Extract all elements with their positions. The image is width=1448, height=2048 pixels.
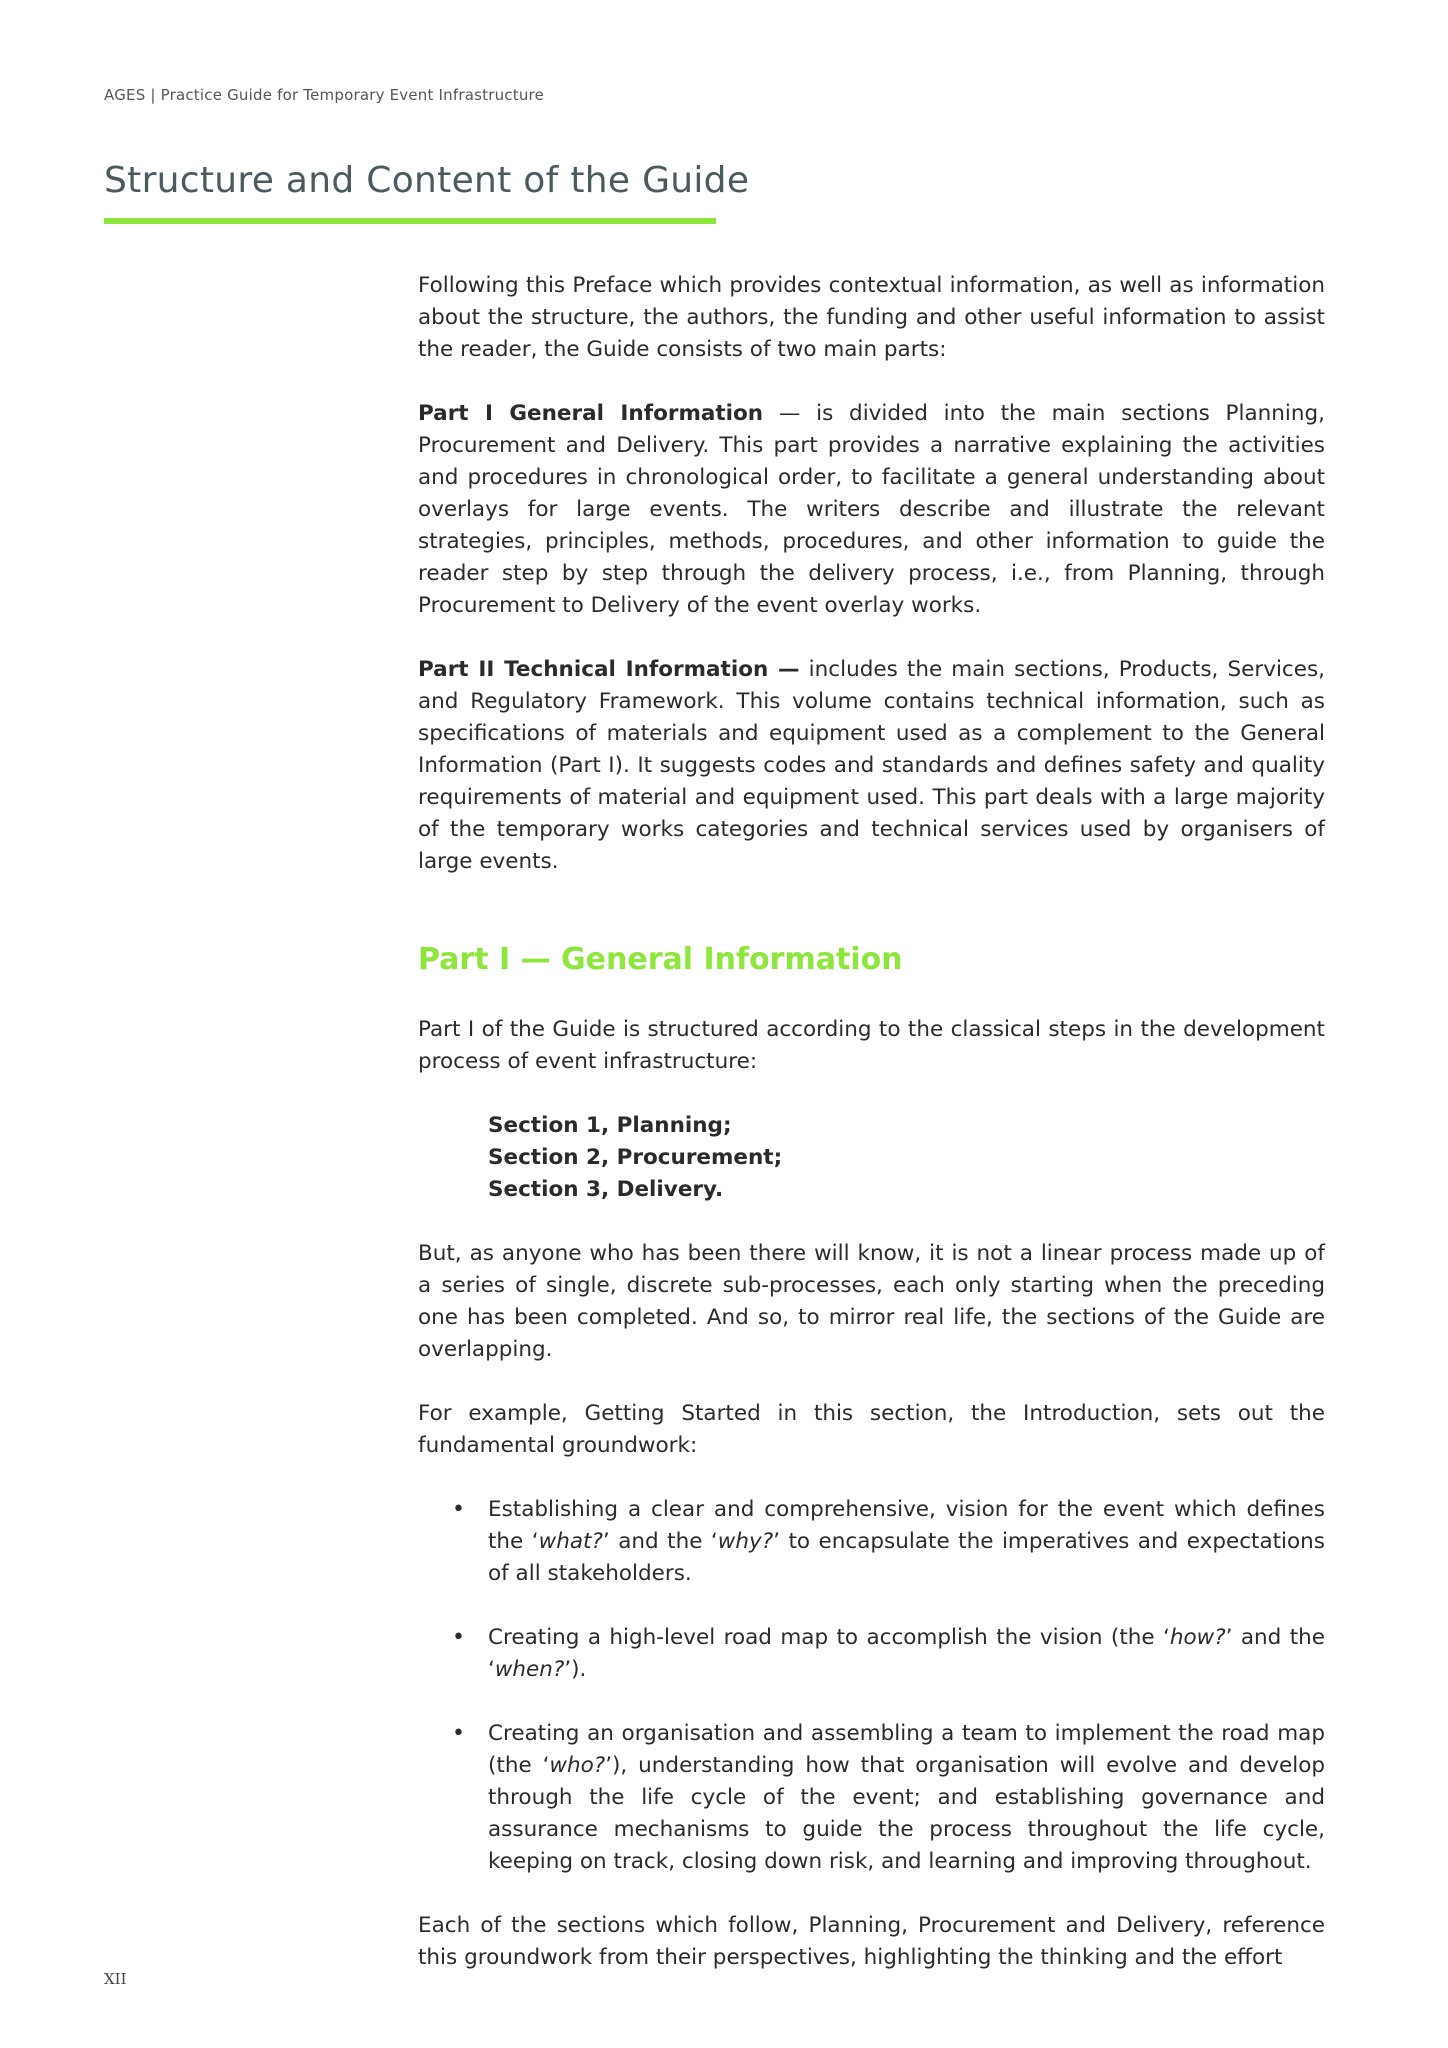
section-list-item: Section 3, Delivery. [488,1177,724,1202]
closing-paragraph: Each of the sections which follow, Planning, Procurement and Delivery, reference this groundwork from their perspectives, highlighting the thinking and the effort [418,1913,1325,1970]
bullet-text: ’ to encapsulate the imperatives and expectations of all stakeholders. [488,1529,1326,1586]
bullet-text: Creating an organisation and assembling a team to implement the road map (the ‘ [488,1721,1325,1778]
part2-summary-label: Part II Technical Information — [418,657,800,682]
part2-summary-text: includes the main sections, Products, Services, and Regulatory Framework. This volume contains technical information, such as specifications of materials and equipment used as a complement to the General Information (Part I). It suggests codes and standards and defines safety and quality requirements of material and equipment used. This part deals with a large majority of the temporary works categories and technical services used by organisers of large events. [418,657,1325,874]
bullet-icon: • [452,1625,465,1650]
section-list-item: Section 1, Planning; [488,1113,732,1138]
bullet-emphasis: how? [1169,1625,1226,1650]
bullet-emphasis: who? [549,1753,606,1778]
page-title: Structure and Content of the Guide [104,160,750,201]
title-underline [104,218,716,224]
part1-summary-text: — is divided into the main sections Planning, Procurement and Delivery. This part provides a narrative explaining the activities and procedures in chronological order, to facilitate a general understanding about overlays for large events. The writers describe and illustrate the relevant strategies, principles, methods, procedures, and other information to guide the reader step by step through the delivery process, i.e., from Planning, through Procurement to Delivery of the event overlay works. [418,401,1325,618]
bullet-text: ’ and the ‘ [488,1625,1325,1682]
bullet-icon: • [452,1721,465,1746]
bullet-icon: • [452,1497,465,1522]
bullet-text: ’ and the ‘ [602,1529,718,1554]
list-item [418,1622,1325,1686]
linear-process-paragraph: But, as anyone who has been there will know, it is not a linear process made up of a series of single, discrete sub-processes, each only starting when the preceding one has been completed. And so, to mirror real life, the sections of the Guide are overlapping. [418,1241,1325,1362]
part2-summary-paragraph [418,654,1325,878]
section-list-item: Section 2, Procurement; [488,1145,783,1170]
bullet-text: Establishing a clear and comprehensive, vision for the event which defines the ‘ [488,1497,1325,1554]
main-content [418,270,1325,2006]
page-number: XII [104,1970,127,1988]
part1-summary-label: Part I General Information [418,401,764,426]
part1-summary-paragraph [418,398,1325,622]
bullet-text: Creating a high-level road map to accomplish the vision (the ‘ [488,1625,1170,1650]
list-item [418,1494,1325,1590]
groundwork-list [418,1494,1325,1878]
bullet-text: ’). [564,1657,587,1682]
bullet-text: ’), understanding how that organisation will evolve and develop through the life cycle of the event; and establishing governance and assurance mechanisms to guide the process throughout the life cycle, keeping on track, closing down risk, and learning and improving throughout. [488,1753,1326,1874]
list-item [418,1718,1325,1878]
intro-paragraph: Following this Preface which provides contextual information, as well as information about the structure, the authors, the funding and other useful information to assist the reader, the Guide consists of two main parts: [418,273,1325,362]
section-list [488,1110,1325,1206]
bullet-emphasis: why? [717,1529,774,1554]
bullet-emphasis: what? [538,1529,603,1554]
running-header: AGES | Practice Guide for Temporary Event Infrastructure [104,86,545,104]
example-paragraph: For example, Getting Started in this section, the Introduction, sets out the fundamental groundwork: [418,1401,1325,1458]
part1-intro-paragraph: Part I of the Guide is structured according to the classical steps in the development process of event infrastructure: [418,1017,1325,1074]
bullet-emphasis: when? [494,1657,565,1682]
section-heading: Part I — General Information [418,942,903,977]
